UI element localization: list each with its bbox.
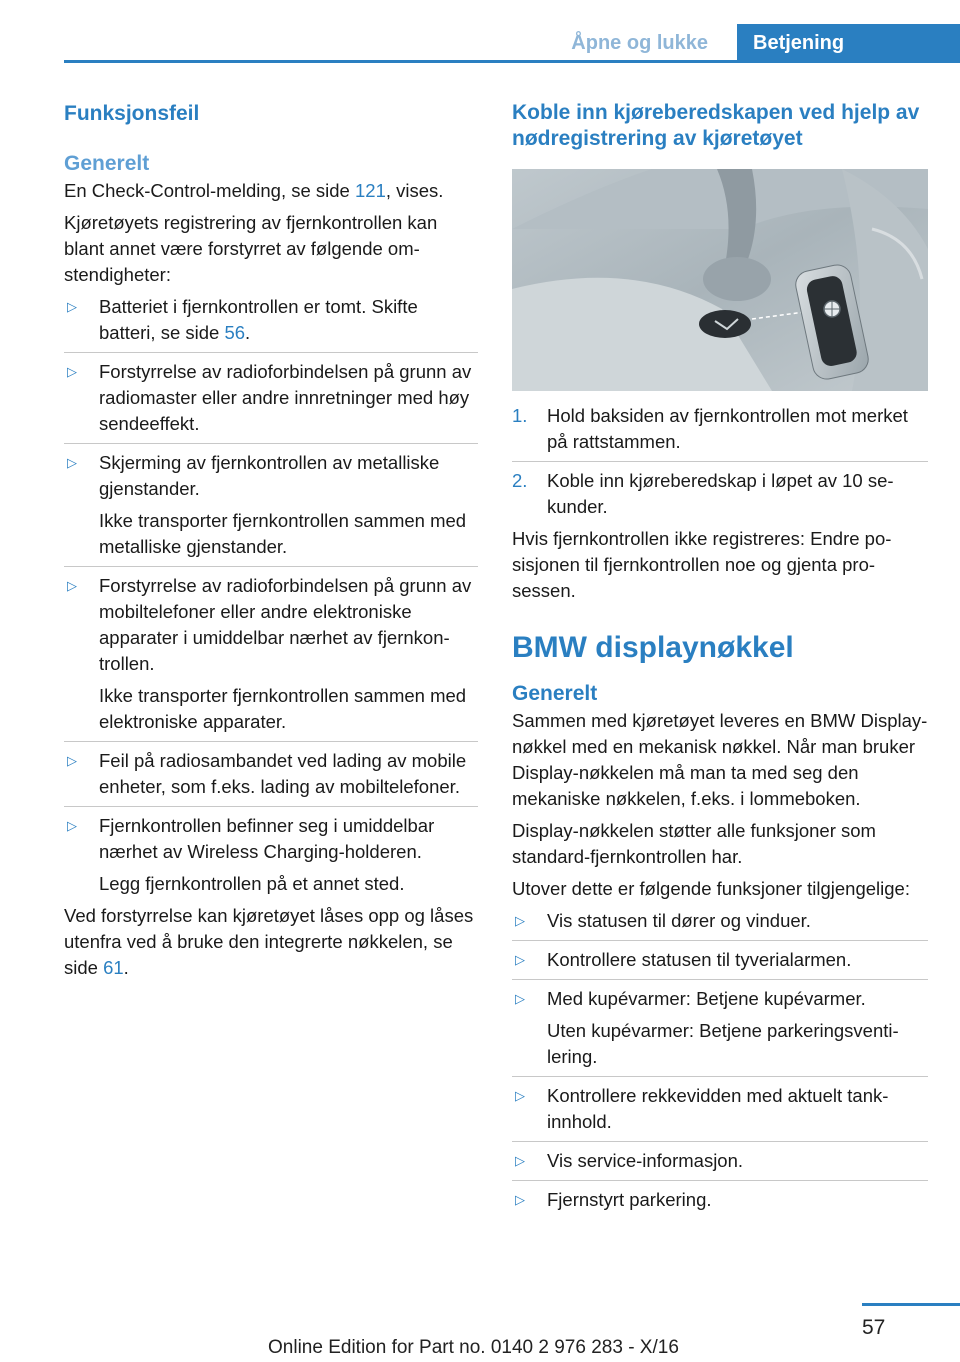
triangle-right-icon: ▷ [515, 1088, 525, 1103]
divider [512, 1076, 928, 1077]
divider [64, 443, 478, 444]
list-item-note: Uten kupévarmer: Betjene parkeringsventilering. [547, 1020, 899, 1067]
right-column [512, 100, 928, 1213]
page-reference-link[interactable]: 56 [224, 322, 246, 343]
triangle-right-icon: ▷ [515, 952, 525, 967]
list-item: ▷ Fjernkontrollen befinner seg i umiddelbar nærhet av Wireless Charging-holderen. Legg fjernkontrollen på et annet sted. [64, 813, 478, 897]
list-item: ▷ Fjernstyrt parkering. [512, 1187, 928, 1213]
triangle-right-icon: ▷ [67, 364, 77, 379]
paragraph: Display-nøkkelen støtter alle funksjoner som standard-fjernkontrollen har. [512, 820, 876, 867]
paragraph: Hvis fjernkontrollen ikke registreres: Endre posisjonen til fjernkontrollen noe og gjenta prosessen. [512, 528, 892, 601]
step-item: 2. Koble inn kjøreberedskap i løpet av 10 sekunder. [512, 470, 894, 517]
step-item: 1. Hold baksiden av fjernkontrollen mot merket på rattstammen. [512, 405, 908, 452]
divider [64, 806, 478, 807]
divider [64, 566, 478, 567]
list-item: ▷ Batteriet i fjernkontrollen er tomt. Skifte batteri, se side 56. [67, 296, 418, 343]
function-list [512, 908, 928, 1213]
page-reference-link[interactable]: 61 [103, 957, 124, 978]
triangle-right-icon: ▷ [515, 1153, 525, 1168]
list-item: ▷ Skjerming av fjernkontrollen av metalliske gjenstander. Ikke transporter fjernkontrollen sammen med metalliske gjenstander. [64, 450, 478, 560]
list-item-note: Ikke transporter fjernkontrollen sammen med metalliske gjenstander. [99, 510, 467, 557]
triangle-right-icon: ▷ [67, 818, 77, 833]
list-item: ▷ Vis service-informasjon. [512, 1148, 928, 1174]
list-item: ▷ Vis statusen til dører og vinduer. [512, 908, 928, 934]
header-rule [64, 60, 960, 63]
paragraph: Sammen med kjøretøyet leveres en BMW Display-nøkkel med en mekanisk nøkkel. Når man bruker Display-nøkkelen må man ta med seg den mekaniske nøkkelen, f.eks. i lommeboken. [512, 710, 928, 809]
header-chapter-tab: Betjening [737, 24, 960, 63]
paragraph: Kjøretøyets registrering av fjernkontrollen kan blant annet være forstyrret av følgende omstendigheter: [64, 212, 438, 285]
triangle-right-icon: ▷ [515, 991, 525, 1006]
chapter-heading: BMW displaynøkkel [512, 631, 794, 664]
divider [512, 1180, 928, 1181]
list-item-note: Legg fjernkontrollen på et annet sted. [99, 873, 405, 894]
footer-edition-text: Online Edition for Part no. 0140 2 976 283 - X/16 [268, 1337, 679, 1358]
paragraph: Utover dette er følgende funksjoner tilgjengelige: [512, 878, 910, 899]
list-item: ▷ Med kupévarmer: Betjene kupévarmer. Uten kupévarmer: Betjene parkeringsventilering. [512, 986, 928, 1070]
paragraph: En Check-Control-melding, se side 121, vises. [64, 180, 444, 201]
divider [512, 461, 928, 462]
triangle-right-icon: ▷ [515, 913, 525, 928]
divider [512, 940, 928, 941]
divider [512, 1141, 928, 1142]
steering-column-illustration [512, 169, 928, 391]
procedure-steps [512, 403, 928, 520]
triangle-right-icon: ▷ [67, 578, 77, 593]
cause-list [64, 294, 478, 897]
triangle-right-icon: ▷ [67, 299, 77, 314]
section-heading: Funksjonsfeil [64, 102, 200, 125]
subsection-heading: Generelt [64, 152, 150, 175]
footer-rule [862, 1303, 960, 1306]
left-column [64, 100, 478, 981]
steering-column-figure [512, 169, 928, 391]
header-section-title: Åpne og lukke [571, 32, 708, 54]
subsection-heading: Generelt [512, 682, 598, 705]
page-number: 57 [862, 1316, 886, 1339]
list-item: ▷ Forstyrrelse av radioforbindelsen på grunn av mobiltelefoner eller andre elektroniske apparater i umiddelbar nærhet av fjernkontrollen. Ikke transporter fjernkontrollen sammen med elektroniske apparater. [64, 573, 478, 735]
list-item: ▷ Kontrollere rekkevidden med aktuelt tankinnhold. [515, 1085, 889, 1132]
page-reference-link[interactable]: 121 [355, 180, 386, 201]
list-item-note: Ikke transporter fjernkontrollen sammen med elektroniske apparater. [99, 685, 467, 732]
triangle-right-icon: ▷ [515, 1192, 525, 1207]
list-item: ▷ Kontrollere statusen til tyverialarmen. [512, 947, 928, 973]
paragraph: Ved forstyrrelse kan kjøretøyet låses opp og låses utenfra ved å bruke den integrerte nøkkelen, se side 61. [64, 905, 474, 978]
list-item: ▷ Feil på radiosambandet ved lading av mobile enheter, som f.eks. lading av mobiltelefoner. [67, 750, 467, 797]
divider [512, 979, 928, 980]
triangle-right-icon: ▷ [67, 455, 77, 470]
triangle-right-icon: ▷ [67, 753, 77, 768]
section-heading: Koble inn kjøreberedskapen ved hjelp av nødregistrering av kjøretøyet [512, 101, 920, 150]
divider [64, 352, 478, 353]
divider [64, 741, 478, 742]
list-item: ▷ Forstyrrelse av radioforbindelsen på grunn av radiomaster eller andre innretninger med høy sendeeffekt. [67, 361, 472, 434]
